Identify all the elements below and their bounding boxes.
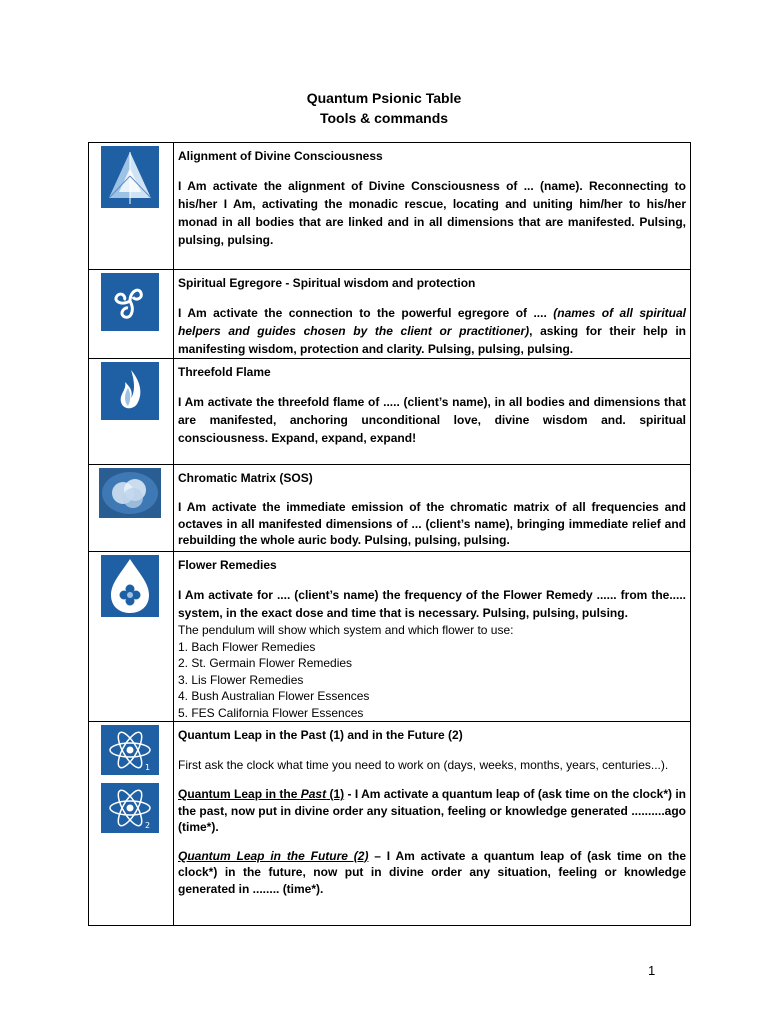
chromatic-circles-icon xyxy=(99,468,161,518)
list-item: 2. St. Germain Flower Remedies xyxy=(178,656,353,670)
command-text: - I Am activate a quantum leap of (ask time on the clock*) in the past, now put in divine order any situation, feeling or knowledge generated ..........ago (time*). xyxy=(178,787,687,834)
icon-cell xyxy=(89,270,174,359)
command-text: – I Am activate a quantum leap of (ask time on the clock*) in the future, now put in divine order any situation, feeling or knowledge generated in ........ (time*). xyxy=(178,848,686,896)
list-item: 4. Bush Australian Flower Essences xyxy=(178,689,370,703)
row-title: Chromatic Matrix (SOS) xyxy=(178,471,313,485)
table-row xyxy=(89,143,691,270)
label-text: (1) xyxy=(326,787,345,801)
row-command xyxy=(178,304,686,358)
future-label: Quantum Leap in the Future (2) xyxy=(178,848,369,863)
row-text xyxy=(174,722,691,926)
table-row xyxy=(89,465,691,552)
row-text xyxy=(174,552,691,722)
svg-text:1: 1 xyxy=(145,763,151,772)
page-number: 1 xyxy=(648,963,656,978)
icon-cell xyxy=(89,359,174,465)
clock-instruction: First ask the clock what time you need to work on (days, weeks, months, years, centuries...). xyxy=(178,758,669,772)
table-row xyxy=(89,270,691,359)
list-item: 3. Lis Flower Remedies xyxy=(178,672,304,687)
row-text xyxy=(174,359,691,465)
icon-cell xyxy=(89,552,174,722)
label-italic: Past xyxy=(300,787,327,801)
command-text: I Am activate the connection to the powerful egregore of .... xyxy=(178,306,554,320)
row-title: Spiritual Egregore - Spiritual wisdom and protection xyxy=(178,276,476,290)
command-text: , asking for their help in manifesting wisdom, protection and clarity. Pulsing, pulsing, pulsing. xyxy=(178,324,686,356)
icon-cell xyxy=(89,143,174,270)
row-title: Threefold Flame xyxy=(178,365,271,379)
row-command: I Am activate the alignment of Divine Consciousness of ... (name). Reconnecting to his/her I Am, activating the monadic rescue, locating and uniting him/her to his/her monad in all bodies that are linked and in all dimensions that are manifested. Pulsing, pulsing, pulsing. xyxy=(178,179,686,247)
icon-cell xyxy=(89,722,174,926)
svg-text:2: 2 xyxy=(145,821,151,830)
row-text xyxy=(174,143,691,270)
quantum-leap-past xyxy=(178,786,686,836)
list-item: 1. Bach Flower Remedies xyxy=(178,639,316,654)
tools-table xyxy=(88,142,691,926)
atom-future-icon xyxy=(101,783,159,833)
triskelion-icon xyxy=(101,273,159,331)
row-command: I Am activate the threefold flame of ..... (client’s name), in all bodies and dimensions that are manifested, anchoring unconditional love, divine wisdom and. spiritual consciousness. Expand, expand, expand! xyxy=(178,395,686,445)
past-label xyxy=(178,787,344,801)
table-row xyxy=(89,359,691,465)
row-text xyxy=(174,465,691,552)
atom-past-icon xyxy=(101,725,159,775)
row-text xyxy=(174,270,691,359)
pendulum-note: The pendulum will show which system and which flower to use: xyxy=(178,623,514,637)
row-command: I Am activate the immediate emission of the chromatic matrix of all frequencies and octaves in all manifested dimensions of ... (client’s name), bringing immediate relief and rebuilding the whole auric body. Pulsing, pulsing, pulsing. xyxy=(178,500,686,547)
row-command: I Am activate for .... (client’s name) the frequency of the Flower Remedy ...... from the..... system, in the exact dose and time that is necessary. Pulsing, pulsing, pulsing. xyxy=(178,588,686,620)
label-text: Quantum Leap in the xyxy=(178,787,301,801)
row-title: Quantum Leap in the Past (1) and in the Future (2) xyxy=(178,728,463,742)
command-italic-text: (names of all spiritual helpers and guides chosen by the client or practitioner) xyxy=(178,306,686,338)
pyramid-icon xyxy=(101,146,159,208)
list-item: 5. FES California Flower Essences xyxy=(178,705,364,720)
row-title: Alignment of Divine Consciousness xyxy=(178,149,383,163)
document-subtitle: Tools & commands xyxy=(319,110,449,126)
flower-systems-list xyxy=(178,639,686,722)
row-title: Flower Remedies xyxy=(178,558,277,572)
icon-cell xyxy=(89,465,174,552)
flower-drop-icon xyxy=(101,555,159,617)
document-title: Quantum Psionic Table xyxy=(306,90,462,106)
flame-icon xyxy=(101,362,159,420)
table-row xyxy=(89,552,691,722)
quantum-leap-future xyxy=(178,848,686,898)
table-row xyxy=(89,722,691,926)
